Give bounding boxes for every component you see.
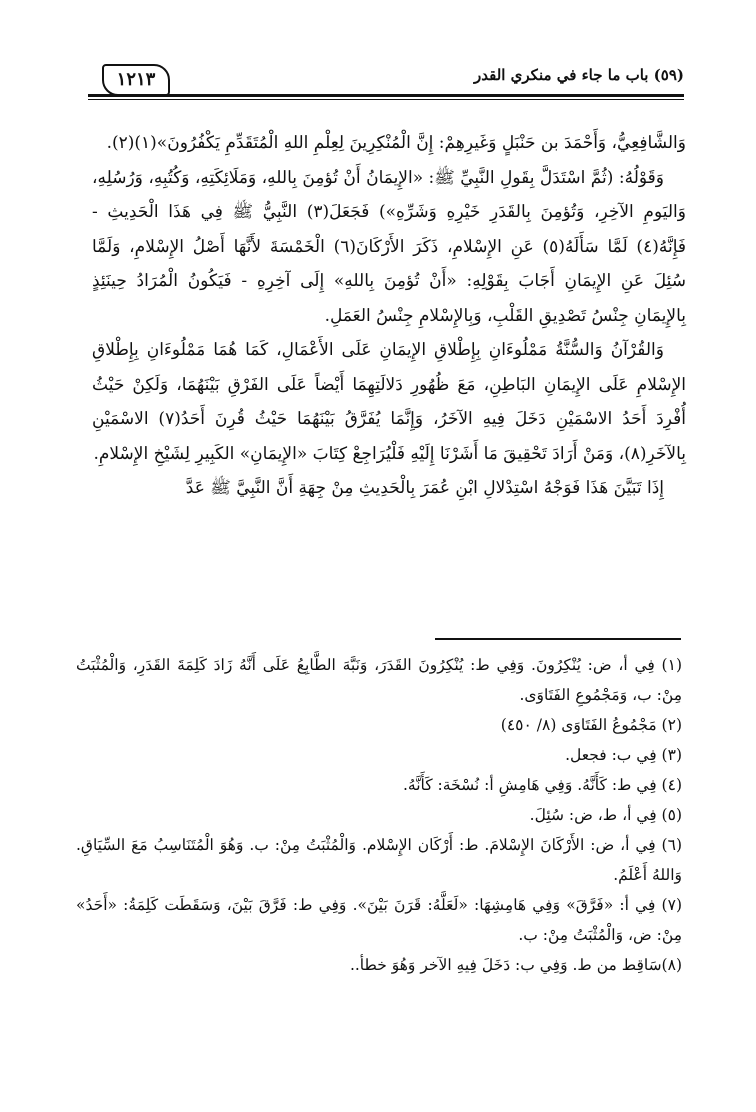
footnote: (٥) فِي أ، ط، ض: سُئِلَ. [529, 806, 682, 824]
footnote: (٧) فِي أ: «فَرَّقَ» وَفِي هَامِشِهَا: «لَعَلَّهُ: قَرَنَ بَيْنَ». وَفِي ط: فَرَّقَ بَيْنَ، وَسَقَطَت كَلِمَةُ: «أَحَدُ» مِنْ: ض، وَالْمُثْبَتُ مِنْ: ب. [76, 896, 682, 944]
footnote: (٣) فِي ب: فجعل. [565, 746, 682, 764]
footnote: (٨)سَاقِط من ط. وَفِي ب: دَخَلَ فِيهِ الآخر وَهُوَ خطأ.. [349, 956, 682, 974]
footnote-separator [435, 638, 681, 640]
paragraph: وَقَوْلُهُ: (ثُمَّ اسْتَدَلَّ بِقَولِ النَّبِيِّ ﷺ: «الإِيمَانُ أَنْ تُؤمِنَ بِاللهِ، وَمَلَائِكَتِهِ، وَكُتُبِهِ، وَرُسُلِهِ، وَاليَومِ الآخِرِ، وَتُؤمِنَ بِالقَدَرِ خَيْرِهِ وَشَرِّهِ») فَجَعَلَ(٣) النَّبِيُّ ﷺ فِي هَذَا الْحَدِيثِ - فَإِنَّهُ(٤) لَمَّا سَأَلَهُ(٥) عَنِ الإِسْلامِ، ذَكَرَ الأَرْكَانَ(٦) الْخَمْسَةَ لأَنَّهَا أَصْلُ الإِسْلامِ، وَلَمَّا سُئِلَ عَنِ الإِيمَانِ أَجَابَ بِقَوْلِهِ: «أَنْ تُؤمِنَ بِاللهِ» إِلَى آخِرِهِ - فَيَكُونُ الْمُرَادُ حِينَئِذٍ بِالإِيمَانِ جِنْسُ تَصْدِيقِ القَلْبِ، وَبِالإِسْلامِ جِنْسُ العَمَلِ. [92, 167, 687, 326]
footnote: (٢) مَجْمُوعُ الفَتَاوَى (٨/ ٤٥٠) [500, 716, 682, 734]
running-header [88, 62, 684, 104]
footnote: (٤) فِي ط: كَأَنَّهُ. وَفِي هَامِشِ أ: نُسْخَة: كَأَنَّهُ. [402, 776, 682, 794]
header-rule-thin [88, 99, 684, 100]
footnotes [76, 650, 682, 980]
footnote: (١) فِي أ، ض: يُنْكِرُونَ. وَفِي ط: يُنْكِرُونَ القَدَرَ، وَنَبَّهَ الطَّابِعُ عَلَى أَنَّهُ زَادَ كَلِمَةَ القَدَرِ، وَالْمُثْبَتُ مِنْ: ب، وَمَجْمُوعِ الفَتَاوَى. [76, 656, 682, 704]
paragraph: وَالقُرْآنُ وَالسُّنَّةُ مَمْلُوءَانِ بِإِطْلاقِ الإِيمَانِ عَلَى الأَعْمَالِ، كَمَا هُمَا مَمْلُوءَانِ بِإِطْلاقِ الإِسْلامِ عَلَى الإِيمَانِ البَاطِنِ، مَعَ ظُهُورِ دَلالَتِهِمَا أَيْضاً عَلَى الفَرْقِ بَيْنَهُمَا، وَلَكِنْ حَيْثُ أُفْرِدَ أَحَدُ الاسْمَيْنِ دَخَلَ فِيهِ الآخَرُ، وَإِنَّمَا يُفَرَّقُ بَيْنَهُمَا حَيْثُ قُرِنَ أَحَدُ(٧) الاسْمَيْنِ بِالآخَرِ(٨)، وَمَنْ أَرَادَ تَحْقِيقَ مَا أَشَرْنَا إِلَيْهِ فَلْيُرَاجِعْ كِتَابَ «الإِيمَانِ» الكَبِيرِ لِشَيْخِ الإِسْلامِ. [92, 340, 686, 464]
paragraph: إِذَا تَبَيَّنَ هَذَا فَوَجْهُ اسْتِدْلالِ ابْنِ عُمَرَ بِالْحَدِيثِ مِنْ جِهَةِ أَنَّ النَّبِيَّ ﷺ عَدَّ [185, 478, 664, 498]
footnote: (٦) فِي أ، ض: الأَرْكَانَ الإِسْلامَ. ط: أَرْكَان الإِسْلام. وَالْمُثْبَتُ مِنْ: ب. وَهُوَ الْمُتَنَاسِبُ مَعَ السِّيَاقِ. وَاللهُ أَعْلَمُ. [76, 836, 682, 884]
page-number: ١٢١٣ [102, 64, 170, 96]
header-rule [88, 94, 684, 97]
chapter-title: (٥٩) باب ما جاء في منكري القدر [473, 66, 684, 84]
paragraph: وَالشَّافِعِيُّ، وَأَحْمَدَ بن حَنْبَلٍ وَغَيرِهِمْ: إِنَّ الْمُنْكِرِينَ لِعِلْمِ اللهِ الْمُتَقَدِّمِ يَكْفُرُونَ»(١)(٢). [106, 133, 686, 153]
main-text [92, 126, 686, 506]
